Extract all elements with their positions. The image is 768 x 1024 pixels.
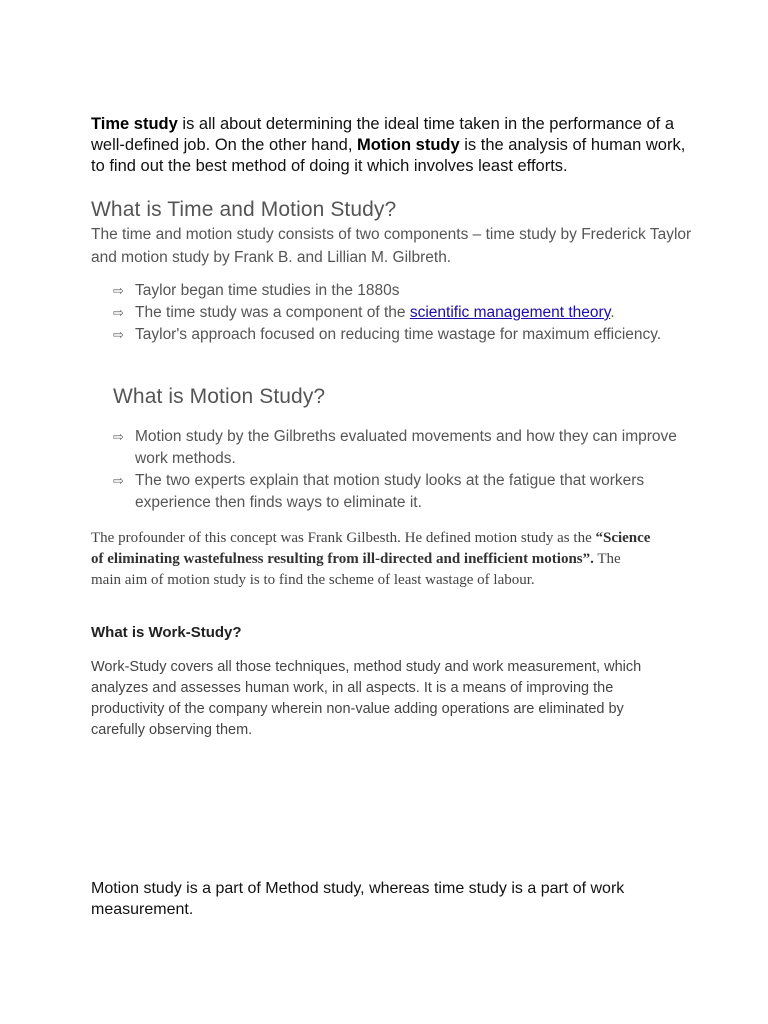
list-item-text: Taylor began time studies in the 1880s: [135, 282, 400, 299]
term-time-study: Time study: [91, 115, 178, 133]
work-study-paragraph: Work-Study covers all those techniques, method study and work measurement, which analyzes and assesses human work, in all aspects. It is a means of improving the productivity of the company wherein non-value adding operations are eliminated by carefully observing them.: [91, 659, 642, 738]
list-item-text: Taylor's approach focused on reducing time wastage for maximum efficiency.: [135, 326, 662, 343]
list-item-suffix: .: [610, 304, 615, 321]
scientific-management-link[interactable]: scientific management theory: [409, 304, 611, 321]
list-item: [113, 426, 683, 470]
list-item-text: The two experts explain that motion study looks at the fatigue that workers experience then finds ways to eliminate it.: [135, 472, 645, 511]
definition-quote: “Science of eliminating wastefulness resulting from ill-directed and inefficient motions”.: [91, 530, 651, 567]
arrow-right-icon: ⇨: [113, 327, 124, 342]
arrow-right-icon: ⇨: [113, 283, 124, 298]
definition-lead: The profounder of this concept was Frank Gilbesth. He defined motion study as the: [91, 530, 596, 546]
intro-text-2: is the analysis of human work, to find out the best method of doing it which involves least efforts.: [91, 136, 686, 175]
heading-work-study: What is Work-Study?: [91, 624, 242, 641]
intro-paragraph: [91, 114, 691, 177]
time-study-bullet-list: [113, 280, 683, 346]
motion-study-bullet-list: [113, 426, 683, 514]
conclusion-statement: Motion study is a part of Method study, whereas time study is a part of work measurement.: [91, 880, 625, 918]
arrow-right-icon: ⇨: [113, 305, 124, 320]
list-item: [113, 280, 683, 302]
list-item: [113, 470, 683, 514]
list-item: [113, 302, 683, 324]
intro-text-1: is all about determining the ideal time taken in the performance of a well-defined job. On the other hand,: [91, 115, 675, 154]
arrow-right-icon: ⇨: [113, 429, 124, 444]
time-motion-paragraph: The time and motion study consists of two components – time study by Frederick Taylor and motion study by Frank B. and Lillian M. Gilbreth.: [91, 226, 692, 266]
list-item-text: The time study was a component of the: [135, 304, 410, 321]
definition-paragraph: [91, 528, 651, 591]
list-item: [113, 324, 683, 346]
heading-motion-study: What is Motion Study?: [113, 385, 326, 408]
list-item-text: Motion study by the Gilbreths evaluated movements and how they can improve work methods.: [135, 428, 677, 467]
term-motion-study: Motion study: [357, 136, 460, 154]
definition-tail: The main aim of motion study is to find the scheme of least wastage of labour.: [91, 551, 621, 588]
arrow-right-icon: ⇨: [113, 473, 124, 488]
heading-time-and-motion-study: What is Time and Motion Study?: [91, 198, 397, 221]
